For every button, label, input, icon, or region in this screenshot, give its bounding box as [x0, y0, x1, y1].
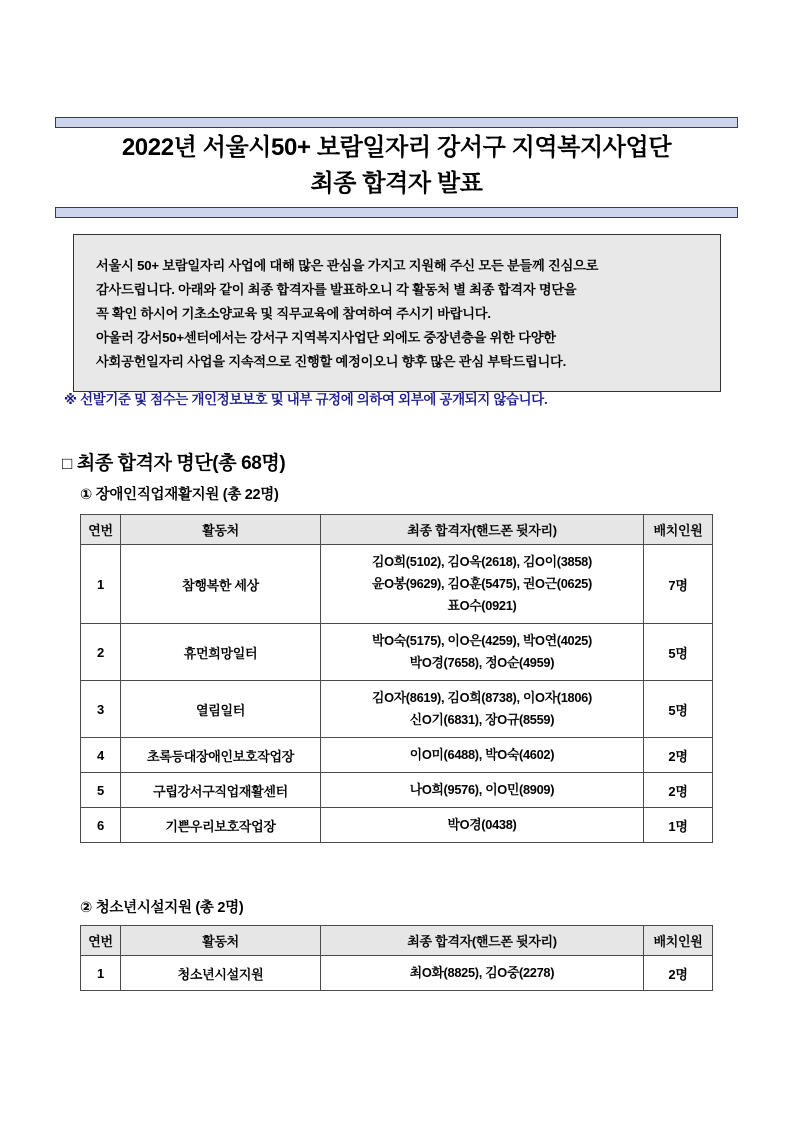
page-title: [55, 130, 738, 202]
title-rule-top: [55, 117, 738, 128]
table-row: [81, 738, 713, 773]
intro-line-4: 아울러 강서50+센터에서는 강서구 지역복지사업단 외에도 중장년층을 위한 다양한: [96, 330, 556, 345]
cell-count: 2명: [644, 738, 713, 773]
name-line: 이O미(6488), 박O숙(4602): [409, 747, 555, 762]
privacy-caution-text: ※ 선발기준 및 점수는 개인정보보호 및 내부 규정에 의하여 외부에 공개되지 않습니다.: [64, 392, 548, 407]
cell-no: 3: [81, 681, 121, 738]
table-header-row: [81, 515, 713, 545]
cell-no: 4: [81, 738, 121, 773]
cell-names: [321, 956, 644, 991]
name-line: 박O경(7658), 정O순(4959): [409, 655, 555, 670]
column-header-no: 연번: [81, 926, 121, 956]
name-line: 박O경(0438): [447, 817, 517, 832]
column-header-no: 연번: [81, 515, 121, 545]
cell-names: [321, 545, 644, 624]
roster-table-youth-facility: [80, 925, 713, 991]
intro-line-5: 사회공헌일자리 사업을 지속적으로 진행할 예정이오니 향후 많은 관심 부탁드립니다.: [96, 354, 567, 369]
table-row: [81, 681, 713, 738]
cell-names: [321, 738, 644, 773]
cell-site: 초록등대장애인보호작업장: [121, 738, 321, 773]
cell-count: 5명: [644, 624, 713, 681]
cell-site: 참행복한 세상: [121, 545, 321, 624]
cell-names: [321, 773, 644, 808]
cell-no: 1: [81, 545, 121, 624]
intro-notice-box: [73, 234, 721, 392]
section-heading-2: ② 청소년시설지원 (총 2명): [80, 900, 244, 916]
page-title-line-1: 2022년 서울시50+ 보람일자리 강서구 지역복지사업단: [121, 134, 672, 161]
intro-line-1: 서울시 50+ 보람일자리 사업에 대해 많은 관심을 가지고 지원해 주신 모든 분들께 진심으로: [96, 258, 599, 273]
cell-count: 7명: [644, 545, 713, 624]
table-row: [81, 773, 713, 808]
name-line: 윤O봉(9629), 김O훈(5475), 권O근(0625): [372, 576, 592, 591]
column-header-count: 배치인원: [644, 515, 713, 545]
cell-names: [321, 624, 644, 681]
roster-table-disability-vocational: [80, 514, 713, 843]
name-line: 김O자(8619), 김O희(8738), 이O자(1806): [372, 690, 592, 705]
name-line: 나O희(9576), 이O민(8909): [409, 782, 555, 797]
name-line: 표O수(0921): [447, 598, 517, 613]
name-line: 박O숙(5175), 이O은(4259), 박O연(4025): [372, 633, 592, 648]
column-header-site: 활동처: [121, 926, 321, 956]
name-line: 최O화(8825), 김O중(2278): [409, 965, 555, 980]
name-line: 신O기(6831), 장O규(8559): [409, 712, 555, 727]
cell-no: 1: [81, 956, 121, 991]
table-row: [81, 545, 713, 624]
column-header-count: 배치인원: [644, 926, 713, 956]
square-bullet-icon: □: [62, 454, 72, 473]
name-line: 김O희(5102), 김O옥(2618), 김O이(3858): [372, 554, 592, 569]
cell-site: 기쁜우리보호작업장: [121, 808, 321, 843]
cell-site: 구립강서구직업재활센터: [121, 773, 321, 808]
cell-no: 5: [81, 773, 121, 808]
intro-line-3: 꼭 확인 하시어 기초소양교육 및 직무교육에 참여하여 주시기 바랍니다.: [96, 306, 491, 321]
table-row: [81, 624, 713, 681]
column-header-site: 활동처: [121, 515, 321, 545]
intro-line-2: 감사드립니다. 아래와 같이 최종 합격자를 발표하오니 각 활동처 별 최종 합격자 명단을: [96, 282, 577, 297]
column-header-names: 최종 합격자(핸드폰 뒷자리): [321, 515, 644, 545]
cell-names: [321, 808, 644, 843]
cell-count: 5명: [644, 681, 713, 738]
table-header-row: [81, 926, 713, 956]
cell-no: 2: [81, 624, 121, 681]
final-list-heading: [62, 448, 285, 475]
title-rule-bottom: [55, 207, 738, 218]
table-row: [81, 808, 713, 843]
cell-no: 6: [81, 808, 121, 843]
cell-site: 열림일터: [121, 681, 321, 738]
cell-count: 2명: [644, 956, 713, 991]
cell-count: 1명: [644, 808, 713, 843]
table-row: [81, 956, 713, 991]
cell-names: [321, 681, 644, 738]
cell-site: 청소년시설지원: [121, 956, 321, 991]
page-title-line-2: 최종 합격자 발표: [310, 170, 483, 197]
final-list-heading-text: 최종 합격자 명단(총 68명): [76, 453, 286, 474]
cell-site: 휴먼희망일터: [121, 624, 321, 681]
column-header-names: 최종 합격자(핸드폰 뒷자리): [321, 926, 644, 956]
section-heading-1: ① 장애인직업재활지원 (총 22명): [80, 487, 279, 503]
cell-count: 2명: [644, 773, 713, 808]
